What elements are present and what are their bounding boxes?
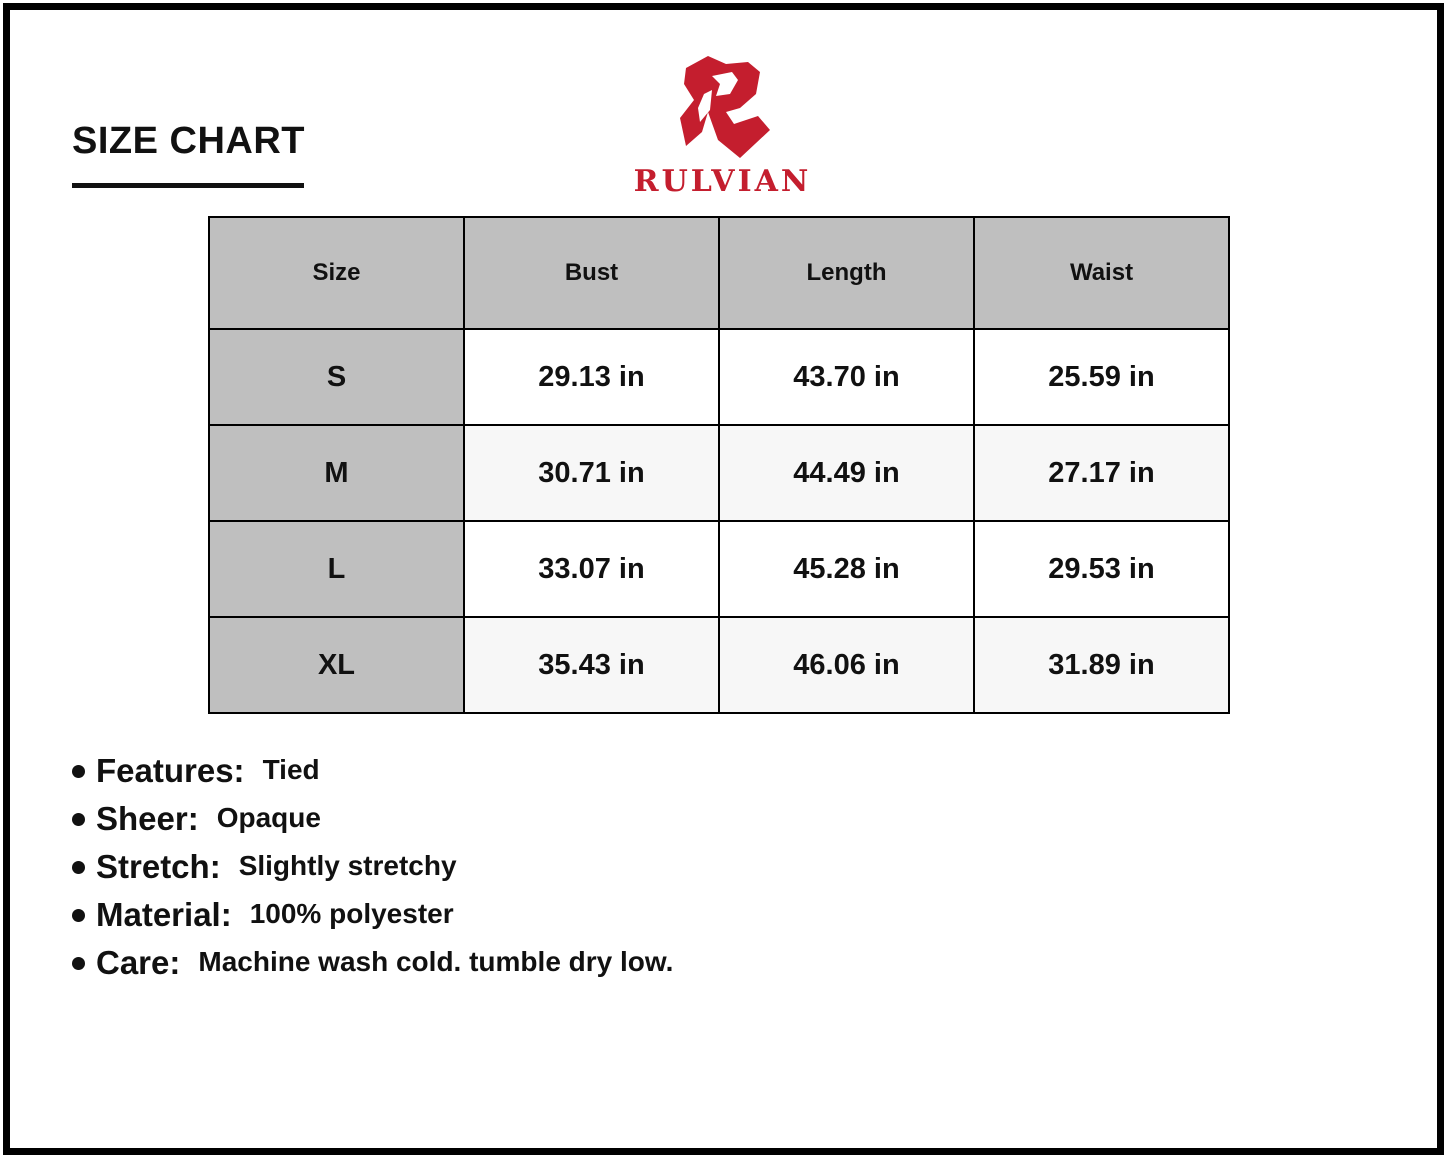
size-cell: L: [209, 521, 464, 617]
product-specs-list: [72, 752, 673, 992]
list-item: [72, 944, 673, 992]
length-cell: 44.49 in: [719, 425, 974, 521]
waist-cell: 25.59 in: [974, 329, 1229, 425]
bullet-icon: [72, 813, 85, 826]
page-title: SIZE CHART: [72, 120, 305, 162]
bust-cell: 35.43 in: [464, 617, 719, 713]
size-cell: XL: [209, 617, 464, 713]
brand-name: RULVIAN: [633, 164, 812, 199]
list-item: [72, 848, 673, 896]
spec-value: Machine wash cold. tumble dry low.: [198, 946, 674, 977]
list-item: [72, 800, 673, 848]
length-cell: 45.28 in: [719, 521, 974, 617]
spec-label: Care:: [96, 944, 181, 981]
bust-cell: 30.71 in: [464, 425, 719, 521]
length-cell: 46.06 in: [719, 617, 974, 713]
spec-label: Material:: [96, 896, 232, 933]
size-table: [208, 216, 1230, 714]
column-header-length: Length: [719, 217, 974, 329]
spec-value: Slightly stretchy: [238, 850, 457, 881]
size-cell: M: [209, 425, 464, 521]
bullet-icon: [72, 765, 85, 778]
column-header-size: Size: [209, 217, 464, 329]
spec-value: Tied: [262, 754, 320, 785]
list-item: [72, 896, 673, 944]
waist-cell: 29.53 in: [974, 521, 1229, 617]
column-header-bust: Bust: [464, 217, 719, 329]
spec-label: Stretch:: [96, 848, 221, 885]
bullet-icon: [72, 957, 85, 970]
size-cell: S: [209, 329, 464, 425]
column-header-waist: Waist: [974, 217, 1229, 329]
table-row: [209, 425, 1229, 521]
table-header-row: [209, 217, 1229, 329]
length-cell: 43.70 in: [719, 329, 974, 425]
list-item: [72, 752, 673, 800]
spec-label: Sheer:: [96, 800, 199, 837]
spec-value: Opaque: [216, 802, 321, 833]
bust-cell: 33.07 in: [464, 521, 719, 617]
bullet-icon: [72, 909, 85, 922]
waist-cell: 27.17 in: [974, 425, 1229, 521]
spec-label: Features:: [96, 752, 245, 789]
title-underline: [72, 183, 304, 188]
spec-value: 100% polyester: [249, 898, 454, 929]
table-row: [209, 617, 1229, 713]
bullet-icon: [72, 861, 85, 874]
waist-cell: 31.89 in: [974, 617, 1229, 713]
table-row: [209, 521, 1229, 617]
bust-cell: 29.13 in: [464, 329, 719, 425]
table-row: [209, 329, 1229, 425]
